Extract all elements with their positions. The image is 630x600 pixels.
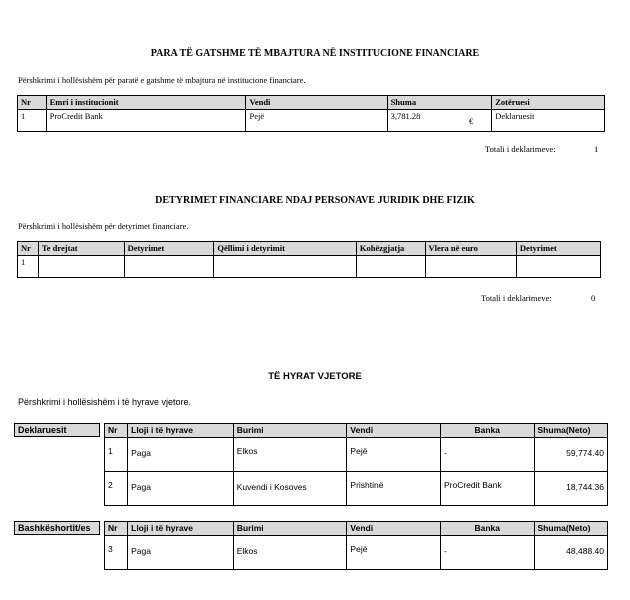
currency-symbol: € xyxy=(469,116,474,126)
cell-source: Kuvendi i Kosoves xyxy=(233,472,347,506)
cell-institution: ProCredit Bank xyxy=(46,110,246,132)
col-net-amount: Shuma(Neto) xyxy=(534,522,607,536)
cell-income-type: Paga xyxy=(128,472,234,506)
cell-source: Elkos xyxy=(233,536,347,570)
cell-owner: Deklaruesit xyxy=(492,110,605,132)
col-source: Burimi xyxy=(233,522,347,536)
col-institution: Emri i institucionit xyxy=(46,96,246,110)
amount-value: 3,781.28 xyxy=(390,111,421,121)
cell-place: Pejë xyxy=(246,110,387,132)
section1-intro: Përshkrimi i hollësishëm për paratë e gatshme të mbajtura në institucione financiare. xyxy=(18,75,306,85)
section2-title: DETYRIMET FINANCIARE NDAJ PERSONAVE JURIDIK DHE FIZIK xyxy=(155,195,475,206)
financial-institutions-table xyxy=(17,95,605,132)
col-obligations-2: Detyrimet xyxy=(516,242,600,256)
col-bank: Banka xyxy=(440,522,534,536)
col-source: Burimi xyxy=(233,424,347,438)
col-nr: Nr xyxy=(18,96,47,110)
declarant-income-table xyxy=(104,423,608,506)
col-net-amount: Shuma(Neto) xyxy=(534,424,607,438)
col-duration: Kohëzgjatja xyxy=(356,242,425,256)
cell-income-type: Paga xyxy=(128,438,234,472)
declarant-label: Deklaruesit xyxy=(14,423,100,437)
cell-nr: 1 xyxy=(105,438,128,472)
col-bank: Banka xyxy=(440,424,534,438)
cell-bank: - xyxy=(440,536,534,570)
section1-title: PARA TË GATSHME TË MBAJTURA NË INSTITUCIONE FINANCIARE xyxy=(150,48,480,59)
col-place: Vendi xyxy=(246,96,387,110)
section2-total-label: Totali i deklarimeve: xyxy=(481,293,552,303)
section1-total-value: 1 xyxy=(594,144,599,154)
table-row xyxy=(105,472,608,506)
cell-nr: 1 xyxy=(18,110,47,132)
cell-place: Pejë xyxy=(347,438,441,472)
section2-total-value: 0 xyxy=(591,293,596,303)
col-obligations: Detyrimet xyxy=(124,242,214,256)
cell-place: Pejë xyxy=(347,536,441,570)
cell-source: Elkos xyxy=(233,438,347,472)
col-rights: Te drejtat xyxy=(38,242,124,256)
table-row xyxy=(105,536,608,570)
cell-net-amount: 18,744.36 xyxy=(534,472,607,506)
spouse-income-table xyxy=(104,521,608,570)
section2-intro: Përshkrimi i hollësishëm për detyrimet financiare. xyxy=(18,221,189,231)
col-place: Vendi xyxy=(347,522,441,536)
cell-nr: 3 xyxy=(105,536,128,570)
table-row xyxy=(18,256,601,278)
col-income-type: Lloji i të hyrave xyxy=(128,522,234,536)
spouse-label: Bashkëshortit/es xyxy=(14,521,100,535)
cell-nr: 2 xyxy=(105,472,128,506)
cell-income-type: Paga xyxy=(128,536,234,570)
col-purpose: Qëllimi i detyrimit xyxy=(214,242,357,256)
cell-bank: ProCredit Bank xyxy=(440,472,534,506)
cell-net-amount: 48,488.40 xyxy=(534,536,607,570)
table-row xyxy=(18,110,605,132)
cell-amount xyxy=(387,110,492,132)
col-nr: Nr xyxy=(18,242,39,256)
col-amount: Shuma xyxy=(387,96,492,110)
cell-place: Prishtinë xyxy=(347,472,441,506)
cell-nr: 1 xyxy=(18,256,39,278)
col-nr: Nr xyxy=(105,522,128,536)
col-income-type: Lloji i të hyrave xyxy=(128,424,234,438)
cell-bank: - xyxy=(440,438,534,472)
col-nr: Nr xyxy=(105,424,128,438)
section3-title: TË HYRAT VJETORE xyxy=(268,371,362,382)
section1-total-label: Totali i deklarimeve: xyxy=(485,144,556,154)
col-place: Vendi xyxy=(347,424,441,438)
table-row xyxy=(105,438,608,472)
col-owner: Zotëruesi xyxy=(492,96,605,110)
cell-net-amount: 59,774.40 xyxy=(534,438,607,472)
col-value-eur: Vlera në euro xyxy=(425,242,516,256)
section3-intro: Përshkrimi i hollësishëm i të hyrave vjetore. xyxy=(18,397,192,407)
financial-obligations-table xyxy=(17,241,601,278)
